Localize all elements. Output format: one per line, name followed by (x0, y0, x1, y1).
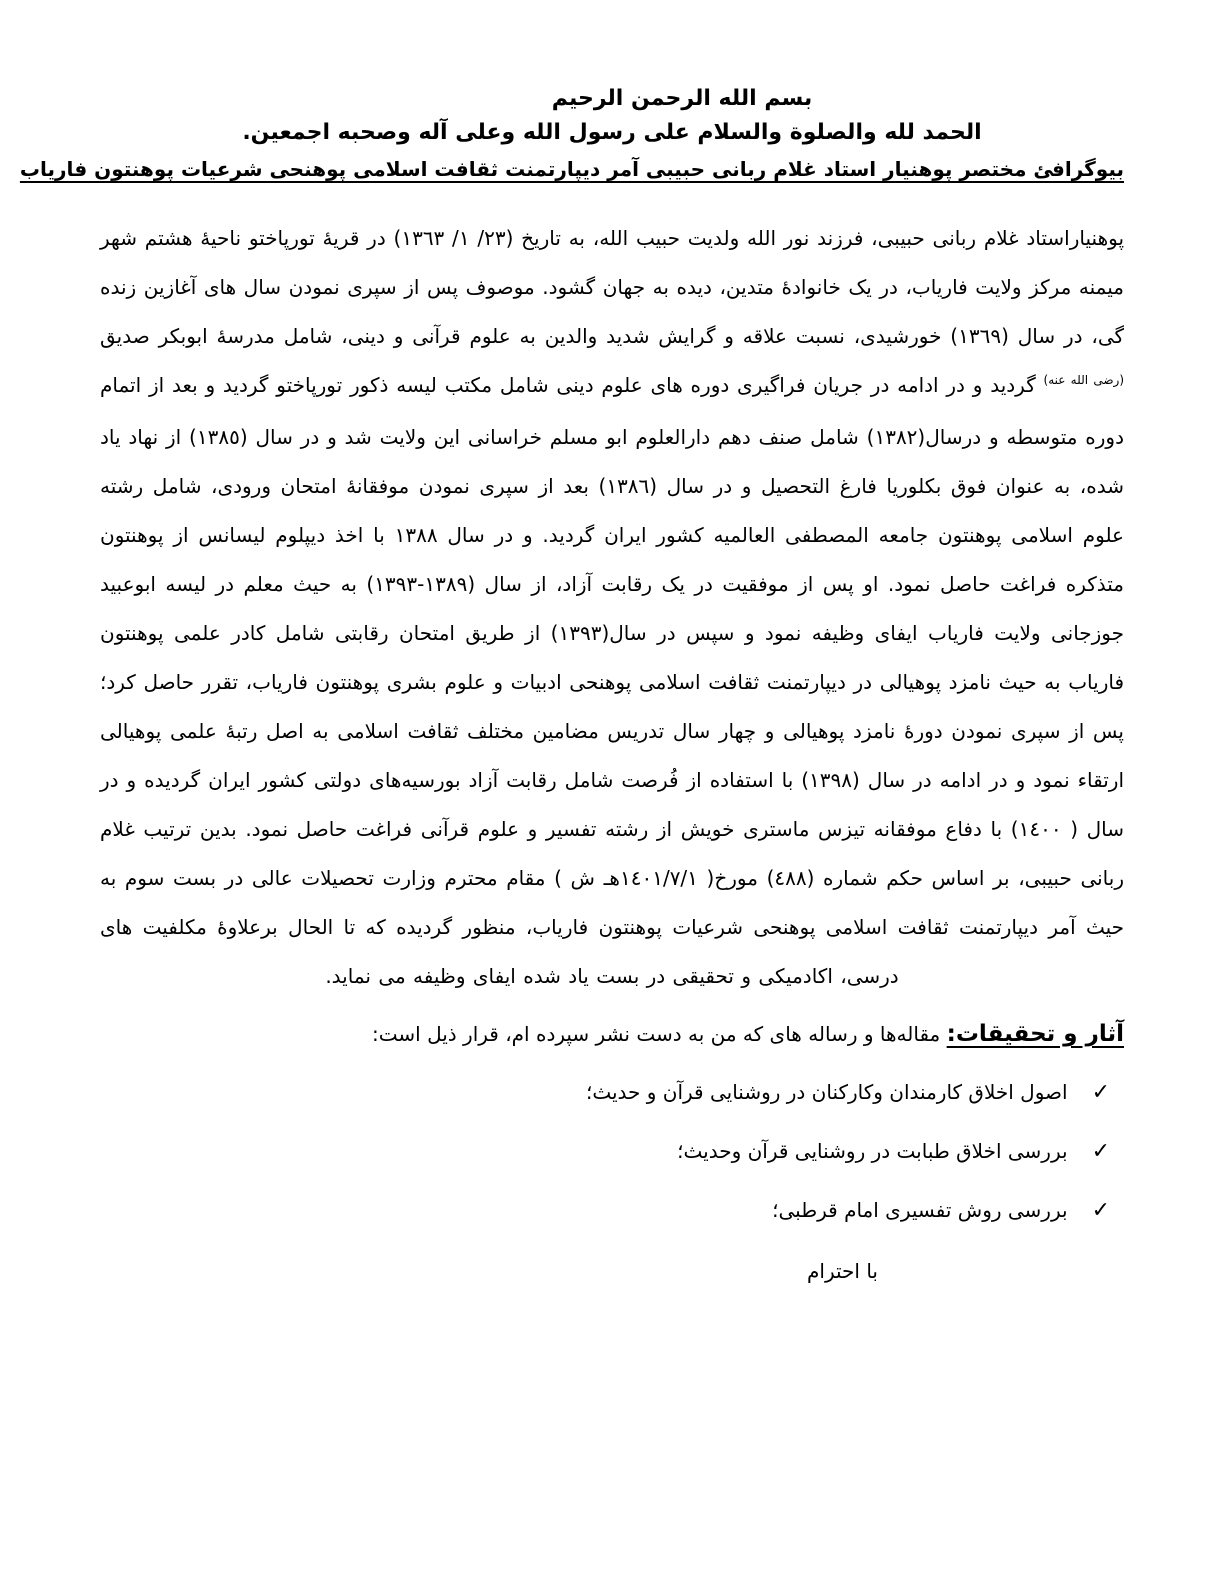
publication-list (100, 1079, 1124, 1224)
publication-text: بررسی روش تفسیری امام قرطبی؛ (772, 1198, 1068, 1222)
biography-text-part2: گردید و در ادامه در جریان فراگیری دوره های علوم دینی شامل مکتب لیسه ذکور تورپاختو گردید و بعد از اتمام دوره متوسطه و درسال(١٣٨٢) شامل صنف دهم دارالعلوم ابو مسلم خراسانی این ولایت شد و در سال (١٣٨٥) از نهاد یاد شده، به عنوان فوق بکلوریا فارغ التحصیل و در سال (١٣٨٦) بعد از سپری نمودن موفقانهٔ امتحان ورودی، شامل رشته علوم اسلامی پوهنتون جامعه المصطفی العالمیه کشور ایران گردید. و در سال ١٣٨٨ با اخذ دیپلوم لیسانس از پوهنتون متذکره فراغت حاصل نمود. او پس از موفقیت در یک رقابت آزاد، از سال (١٣٨٩-١٣٩٣) به حیث معلم در لیسه ابوعبید جوزجانی ولایت فاریاب ایفای وظیفه نمود و سپس در سال(١٣٩٣) از طریق امتحان رقابتی شامل کادر علمی پوهنتون فاریاب به حیث نامزد پوهیالی در دیپارتمنت ثقافت اسلامی پوهنحی ادبیات و علوم بشری پوهنتون فاریاب، تقرر حاصل کرد؛ پس از سپری نمودن دورهٔ نامزد پوهیالی و چهار سال تدریس مضامین مختلف ثقافت اسلامی به اصل رتبهٔ علمی پوهیالی ارتقاء نمود و در ادامه در سال (١٣٩٨) با استفاده از فُرصت شامل رقابت آزاد بورسیه‌های دولتی کشور ایران گردیده و در سال ( ١٤٠٠) با دفاع موفقانه تیزس ماستری خویش از رشته تفسیر و علوم قرآنی فراغت حاصل نمود. بدین ترتیب غلام ربانی حبیبی، بر اساس حکم شماره (٤٨٨) مورخ( ١٤٠١/٧/١هـ ش ) مقام محترم وزارت تحصیلات عالی در بست سوم به حیث آمر دیپارتمنت ثقافت اسلامی پوهنحی شرعیات پوهنتون فاریاب، منظور گردیده که تا الحال برعلاوهٔ مکلفیت های درسی، اکادمیکی و تحقیقی در بست یاد شده ایفای وظیفه می نماید. (100, 373, 1125, 988)
document-title (19, 150, 1124, 188)
hamdala-line: الحمد لله والصلوة والسلام على رسول الله وعلى آله وصحبه اجمعين. (242, 120, 982, 145)
publication-text: اصول اخلاق کارمندان وکارکنان در روشنایی قرآن و حدیث؛ (585, 1080, 1068, 1104)
list-item (100, 1079, 1110, 1106)
check-icon: ✓ (1091, 1139, 1110, 1164)
document-title-text: بیوگرافئ مختصر پوهنیار استاد غلام ربانی حبیبی آمر دیپارتمنت ثقافت اسلامی پوهنحی شرعیات پوهنتون فاریاب (19, 157, 1124, 181)
works-section-line (100, 1015, 1124, 1053)
list-item (100, 1197, 1110, 1224)
publication-text: بررسی اخلاق طبابت در روشنایی قرآن وحدیث؛ (677, 1139, 1068, 1163)
works-section-intro: مقاله‌ها و رساله های که من به دست نشر سپرده ام، قرار ذیل است: (372, 1022, 947, 1046)
check-icon: ✓ (1091, 1080, 1110, 1105)
honorific-superscript: (رضی الله عنه) (1043, 373, 1124, 387)
biography-text-part1: پوهنیاراستاد غلام ربانی حبیبی، فرزند نور الله ولدیت حبیب الله، به تاریخ (٢٣/ ١/ ١٣٦٣) در قریهٔ تورپاختو ناحیهٔ هشتم شهر میمنه مرکز ولایت فاریاب، در یک خانوادهٔ متدین، دیده به جهان گشود. موصوف پس از سپری نمودن سال های آغازین زنده گی، در سال (١٣٦٩) خورشیدی، نسبت علاقه و گرایش شدید والدین به علوم قرآنی و دینی، شامل مدرسهٔ ابوبکر صدیق (100, 226, 1125, 348)
list-item (100, 1138, 1110, 1165)
closing-salutation: با احترام (807, 1259, 878, 1283)
check-icon: ✓ (1091, 1198, 1110, 1223)
basmala-line: بسم الله الرحمن الرحيم (551, 86, 813, 111)
biography-paragraph (100, 214, 1124, 1001)
works-section-heading: آثار و تحقیقات: (946, 1021, 1124, 1047)
